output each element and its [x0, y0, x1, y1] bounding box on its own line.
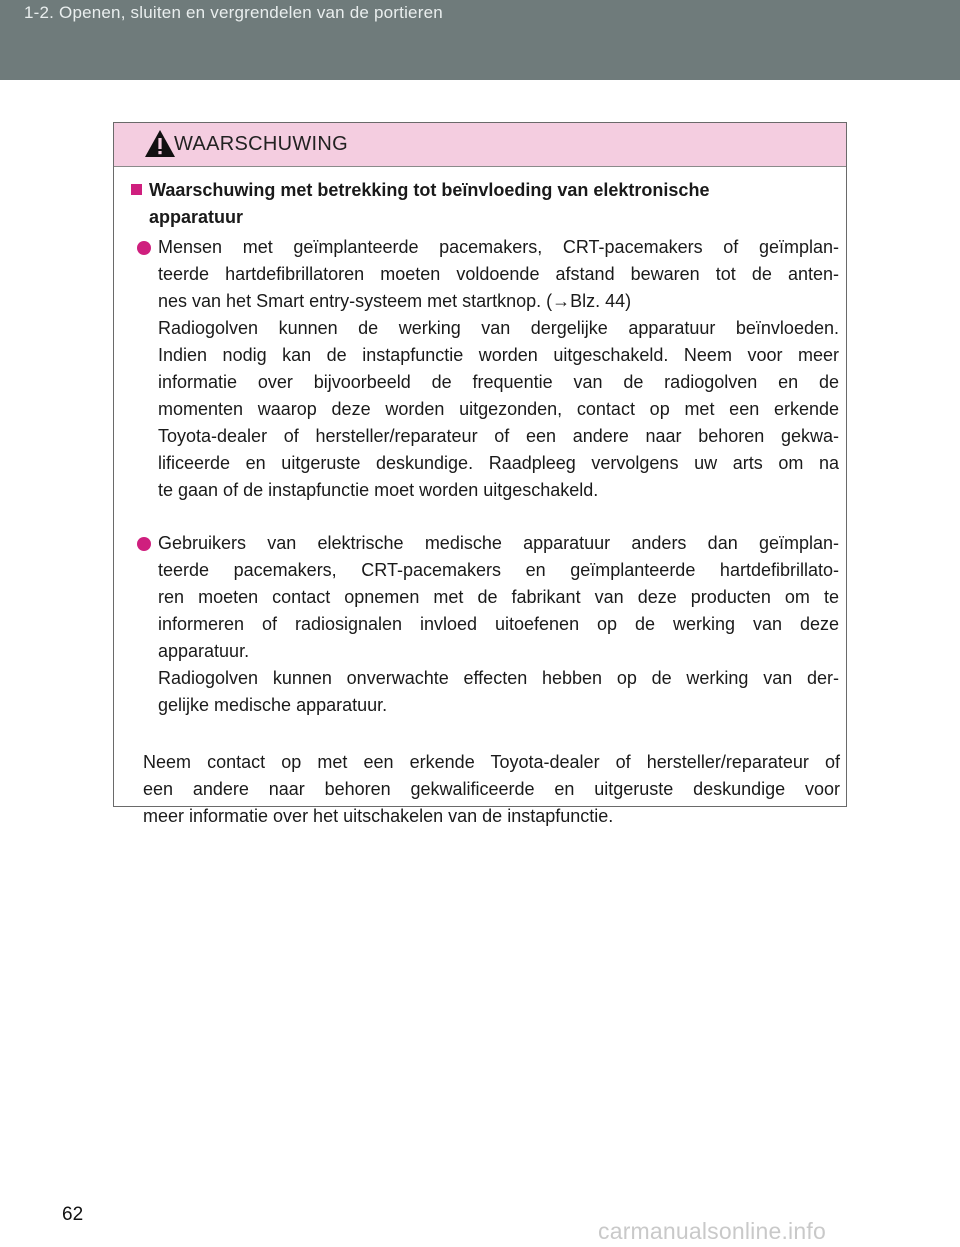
- text-line: Indien nodig kan de instapfunctie worden uitgeschakeld. Neem voor meer: [158, 345, 839, 365]
- closing-paragraph: [143, 749, 840, 830]
- text-line: informatie over bijvoorbeeld de frequentie van de radiogolven en de: [158, 372, 839, 392]
- round-bullet-icon: [137, 537, 151, 551]
- text-line: Radiogolven kunnen de werking van dergelijke apparatuur beïnvloeden.: [158, 318, 839, 338]
- text-line: te gaan of de instapfunctie moet worden uitgeschakeld.: [158, 480, 599, 500]
- bullet-item: [142, 234, 838, 504]
- chapter-title: 1-2. Openen, sluiten en vergrendelen van de portieren: [24, 3, 443, 22]
- text-line: ren moeten contact opnemen met de fabrikant van deze producten om te: [158, 587, 839, 607]
- text-line: Mensen met geïmplanteerde pacemakers, CRT-pacemakers of geïmplan-: [158, 237, 839, 257]
- text-line: lificeerde en uitgeruste deskundige. Raadpleeg vervolgens uw arts om na: [158, 453, 839, 473]
- text-line: Radiogolven kunnen onverwachte effecten hebben op de werking van der-: [158, 668, 839, 688]
- text-line: apparatuur.: [158, 641, 250, 661]
- text-line: teerde pacemakers, CRT-pacemakers en geïmplanteerde hartdefibrillato-: [158, 560, 839, 580]
- section-title: [131, 177, 831, 231]
- text-line: Gebruikers van elektrische medische apparatuur anders dan geïmplan-: [158, 533, 839, 553]
- text-line: meer informatie over het uitschakelen van de instapfunctie.: [143, 806, 614, 826]
- section-title-line: Waarschuwing met betrekking tot beïnvloeding van elektronische: [149, 180, 710, 200]
- page-number: 62: [62, 1204, 84, 1225]
- header-bar: [0, 0, 960, 80]
- text-line: Neem contact op met een erkende Toyota-dealer of hersteller/reparateur of: [143, 752, 840, 772]
- text-line: teerde hartdefibrillatoren moeten voldoende afstand bewaren tot de anten-: [158, 264, 839, 284]
- round-bullet-icon: [137, 241, 151, 255]
- section-title-line: apparatuur: [149, 207, 244, 227]
- text-line: gelijke medische apparatuur.: [158, 695, 388, 715]
- watermark: carmanualsonline.info: [598, 1218, 826, 1244]
- bullet-item: [142, 530, 838, 719]
- warning-box: [113, 122, 847, 826]
- text-line: momenten waarop deze worden uitgezonden, contact op met een erkende: [158, 399, 839, 419]
- square-bullet-icon: [131, 184, 142, 195]
- text-line: informeren of radiosignalen invloed uitoefenen op de werking van deze: [158, 614, 839, 634]
- text-line: nes van het Smart entry-systeem met startknop. (→Blz. 44): [158, 291, 632, 311]
- warning-title: WAARSCHUWING: [174, 133, 348, 155]
- text-line: Toyota-dealer of hersteller/reparateur of een andere naar behoren gekwa-: [158, 426, 839, 446]
- warning-triangle-icon: [144, 129, 176, 158]
- text-line: een andere naar behoren gekwalificeerde en uitgeruste deskundige voor: [143, 779, 840, 799]
- warning-header: [114, 123, 846, 167]
